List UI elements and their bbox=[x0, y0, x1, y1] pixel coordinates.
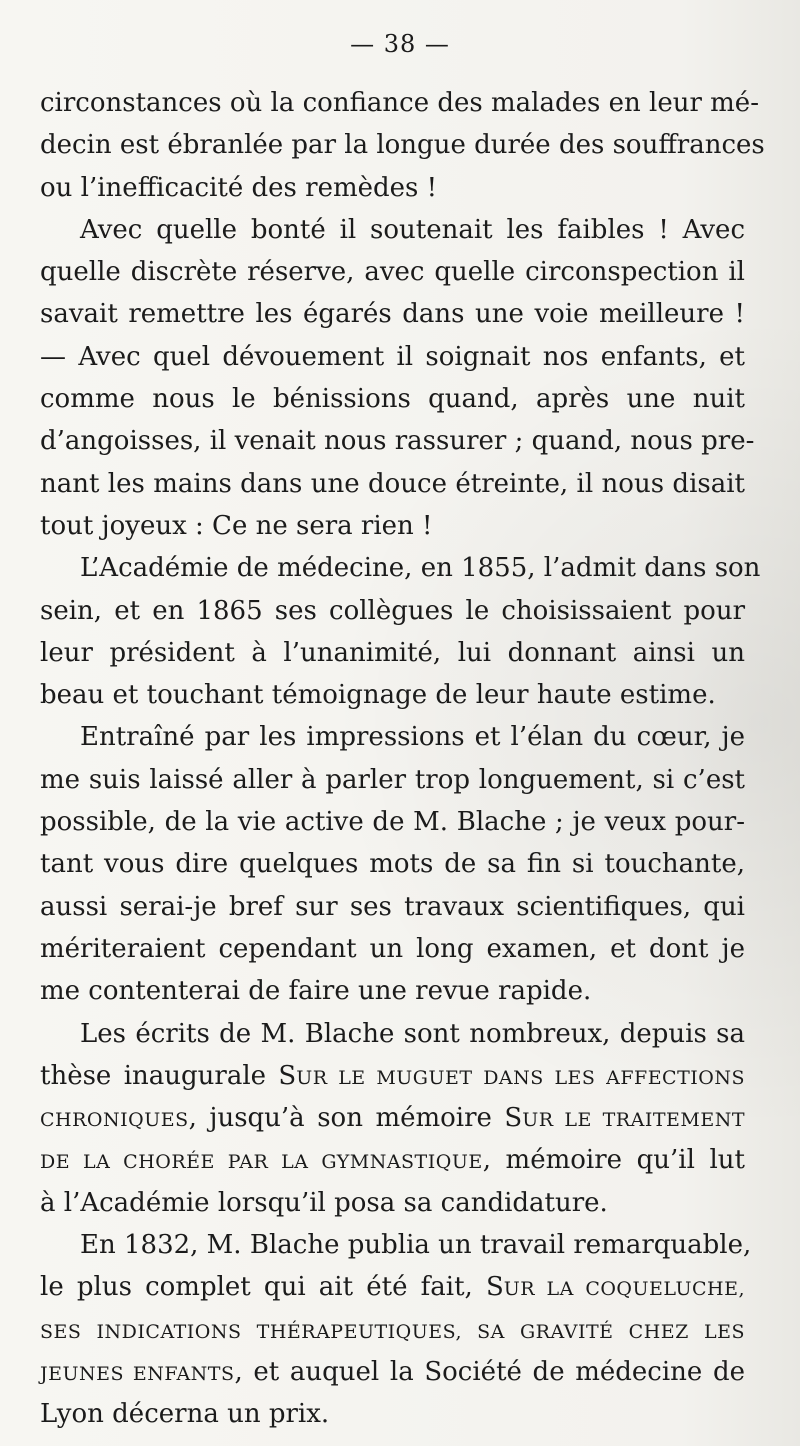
text-line: En 1832, M. Blache publia un travail remarquable, bbox=[80, 1230, 752, 1261]
text-line: tant vous dire quelques mots de sa fin si touchante, bbox=[40, 849, 745, 880]
text-line: nant les mains dans une douce étreinte, il nous disait bbox=[40, 468, 745, 499]
text-line: mériteraient cependant un long examen, et dont je bbox=[40, 933, 745, 964]
text-line: sein, et en 1865 ses collègues le choisissaient pour bbox=[40, 595, 745, 626]
text-line: ou l’inefficacité des remèdes ! bbox=[40, 172, 438, 203]
text-line: beau et touchant témoignage de leur haute estime. bbox=[40, 680, 716, 711]
text-line: Avec quelle bonté il soutenait les faibles ! Avec bbox=[80, 214, 745, 245]
text-line: me contenterai de faire une revue rapide. bbox=[40, 976, 592, 1007]
text-line: JEUNES ENFANTS, et auquel la Société de médecine de bbox=[40, 1356, 745, 1387]
small-caps-title: DE LA CHORÉE PAR LA GYMNASTIQUE bbox=[40, 1151, 483, 1174]
small-caps-title: UR LE MUGUET DANS LES AFFECTIONS bbox=[296, 1066, 745, 1089]
small-caps-title: JEUNES ENFANTS bbox=[40, 1362, 235, 1385]
text-line: à l’Académie lorsqu’il posa sa candidature. bbox=[40, 1187, 608, 1218]
text-line: possible, de la vie active de M. Blache ; je veux pour- bbox=[40, 807, 745, 838]
text-line: le plus complet qui ait été fait, SUR LA COQUELUCHE, bbox=[40, 1272, 745, 1303]
text-line: aussi serai-je bref sur ses travaux scientifiques, qui bbox=[40, 891, 745, 922]
text-line: decin est ébranlée par la longue durée des souffrances bbox=[40, 130, 765, 161]
text-line: Les écrits de M. Blache sont nombreux, depuis sa bbox=[80, 1018, 745, 1049]
text-line: d’angoisses, il venait nous rassurer ; quand, nous pre- bbox=[40, 426, 755, 457]
text-line: savait remettre les égarés dans une voie meilleure ! bbox=[40, 299, 745, 330]
small-caps-title: CHRONIQUES bbox=[40, 1109, 189, 1132]
text-line: CHRONIQUES, jusqu’à son mémoire SUR LE TRAITEMENT bbox=[40, 1103, 745, 1134]
text-line: Entraîné par les impressions et l’élan du cœur, je bbox=[80, 722, 745, 753]
text-line: Lyon décerna un prix. bbox=[40, 1399, 330, 1430]
text-line: quelle discrète réserve, avec quelle circonspection il bbox=[40, 257, 745, 288]
page-number: — 38 — bbox=[350, 30, 450, 58]
text-line bbox=[40, 1309, 745, 1351]
small-caps-title: SES INDICATIONS THÉRAPEUTIQUES, SA GRAVITÉ CHEZ LES bbox=[40, 1320, 745, 1343]
text-line: comme nous le bénissions quand, après une nuit bbox=[40, 384, 745, 415]
small-caps-title: UR LE TRAITEMENT bbox=[522, 1109, 745, 1132]
text-line: — Avec quel dévouement il soignait nos enfants, et bbox=[40, 341, 745, 372]
text-line: DE LA CHORÉE PAR LA GYMNASTIQUE, mémoire qu’il lut bbox=[40, 1145, 745, 1176]
body-text bbox=[40, 82, 765, 1436]
text-line: leur président à l’unanimité, lui donnant ainsi un bbox=[40, 637, 745, 668]
small-caps-title: UR LA COQUELUCHE, bbox=[503, 1278, 745, 1301]
text-line: tout joyeux : Ce ne sera rien ! bbox=[40, 510, 433, 541]
text-line: me suis laissé aller à parler trop longuement, si c’est bbox=[40, 764, 745, 795]
text-line: thèse inaugurale SUR LE MUGUET DANS LES AFFECTIONS bbox=[40, 1060, 745, 1091]
text-line: L’Académie de médecine, en 1855, l’admit dans son bbox=[80, 553, 761, 584]
text-line: circonstances où la confiance des malades en leur mé- bbox=[40, 88, 759, 118]
